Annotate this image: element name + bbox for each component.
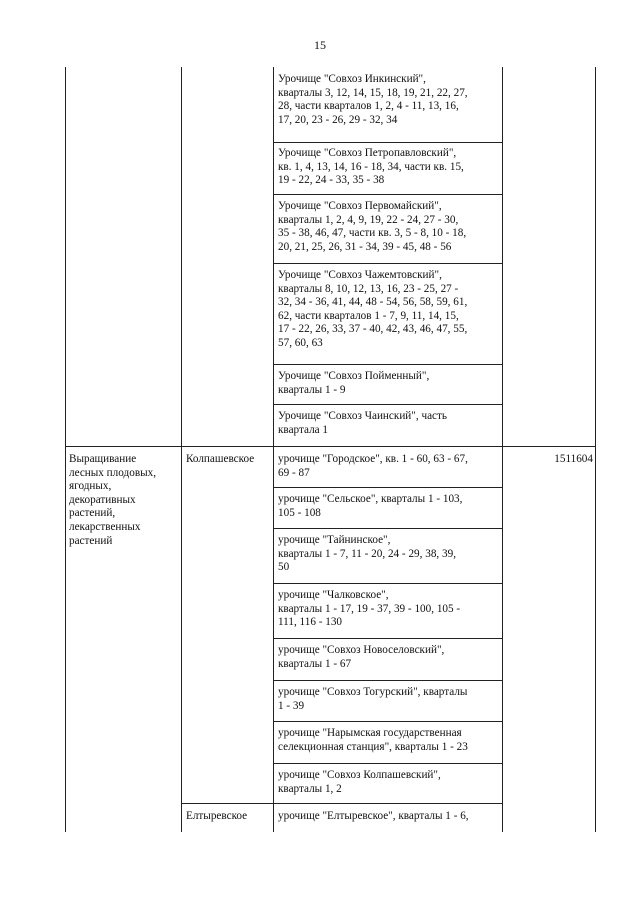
tract-cell: урочище "Сельское", кварталы 1 - 103, 105 - 108 (278, 493, 463, 519)
tract-cell: Урочище "Совхоз Пойменный", кварталы 1 - 9 (278, 370, 430, 396)
row-divider (273, 583, 503, 584)
tract-cell: Урочище "Совхоз Первомайский", кварталы 1, 2, 4, 9, 19, 22 - 24, 27 - 30, 35 - 38, 46, 47, части кв. 3, 5 - 8, 10 - 18, 20, 21, 25, 26, 31 - 34, 39 - 45, 48 - 56 (278, 200, 467, 253)
tract-cell: урочище "Городское", кв. 1 - 60, 63 - 67, 69 - 87 (278, 453, 468, 479)
row-divider (273, 263, 503, 264)
row-divider (273, 680, 503, 681)
table-border-col1 (181, 67, 182, 832)
tract-cell: урочище "Нарымская государственная селекционная станция", кварталы 1 - 23 (278, 727, 468, 753)
tract-cell: урочище "Елтыревское", кварталы 1 - 6, (278, 810, 469, 822)
row-divider (273, 528, 503, 529)
table-border-left (65, 67, 66, 832)
tract-cell: урочище "Совхоз Колпашевский", кварталы 1, 2 (278, 769, 441, 795)
section-divider (65, 446, 596, 447)
tract-cell: урочище "Совхоз Тогурский", кварталы 1 - 39 (278, 686, 468, 712)
forestry-cell: Елтыревское (186, 810, 248, 822)
forest-tracts-table (65, 67, 596, 832)
forestry-cell: Колпашевское (186, 453, 255, 465)
row-divider (273, 194, 503, 195)
table-border-col3 (502, 67, 503, 832)
table-border-col2 (273, 67, 274, 832)
row-divider (273, 487, 503, 488)
row-divider (273, 142, 503, 143)
row-divider (273, 364, 503, 365)
table-border-right (595, 67, 596, 832)
tract-cell: Урочище "Совхоз Инкинский", кварталы 3, 12, 14, 15, 18, 19, 21, 22, 27, 28, части кварталов 1, 2, 4 - 11, 13, 16, 17, 20, 23 - 26, 29 - 32, 34 (278, 73, 468, 126)
area-cell: 1511604 (554, 453, 593, 465)
row-divider (273, 763, 503, 764)
row-divider (273, 638, 503, 639)
row-divider (273, 721, 503, 722)
tract-cell: урочище "Совхоз Новоселовский", кварталы 1 - 67 (278, 644, 445, 670)
page-number: 15 (314, 38, 326, 52)
tract-cell: Урочище "Совхоз Чаинский", часть квартала 1 (278, 410, 448, 436)
tract-cell: урочище "Тайнинское", кварталы 1 - 7, 11 - 20, 24 - 29, 38, 39, 50 (278, 534, 456, 574)
tract-cell: Урочище "Совхоз Чажемтовский", кварталы 8, 10, 12, 13, 16, 23 - 25, 27 - 32, 34 - 36, 41, 44, 48 - 54, 56, 58, 59, 61, 62, части кварталов 1 - 7, 9, 11, 14, 15, 17 - 22, 26, 33, 37 - 40, 42, 43, 46, 47, 55, 57, 60, 63 (278, 269, 468, 349)
tract-cell: Урочище "Совхоз Петропавловский", кв. 1, 4, 13, 14, 16 - 18, 34, части кв. 15, 19 - 22, 24 - 33, 35 - 38 (278, 147, 464, 187)
activity-type-cell: Выращивание лесных плодовых, ягодных, декоративных растений, лекарственных растений (69, 453, 157, 547)
row-divider (273, 404, 503, 405)
forestry-divider (181, 803, 503, 804)
tract-cell: урочище "Чалковское", кварталы 1 - 17, 19 - 37, 39 - 100, 105 - 111, 116 - 130 (278, 589, 461, 629)
